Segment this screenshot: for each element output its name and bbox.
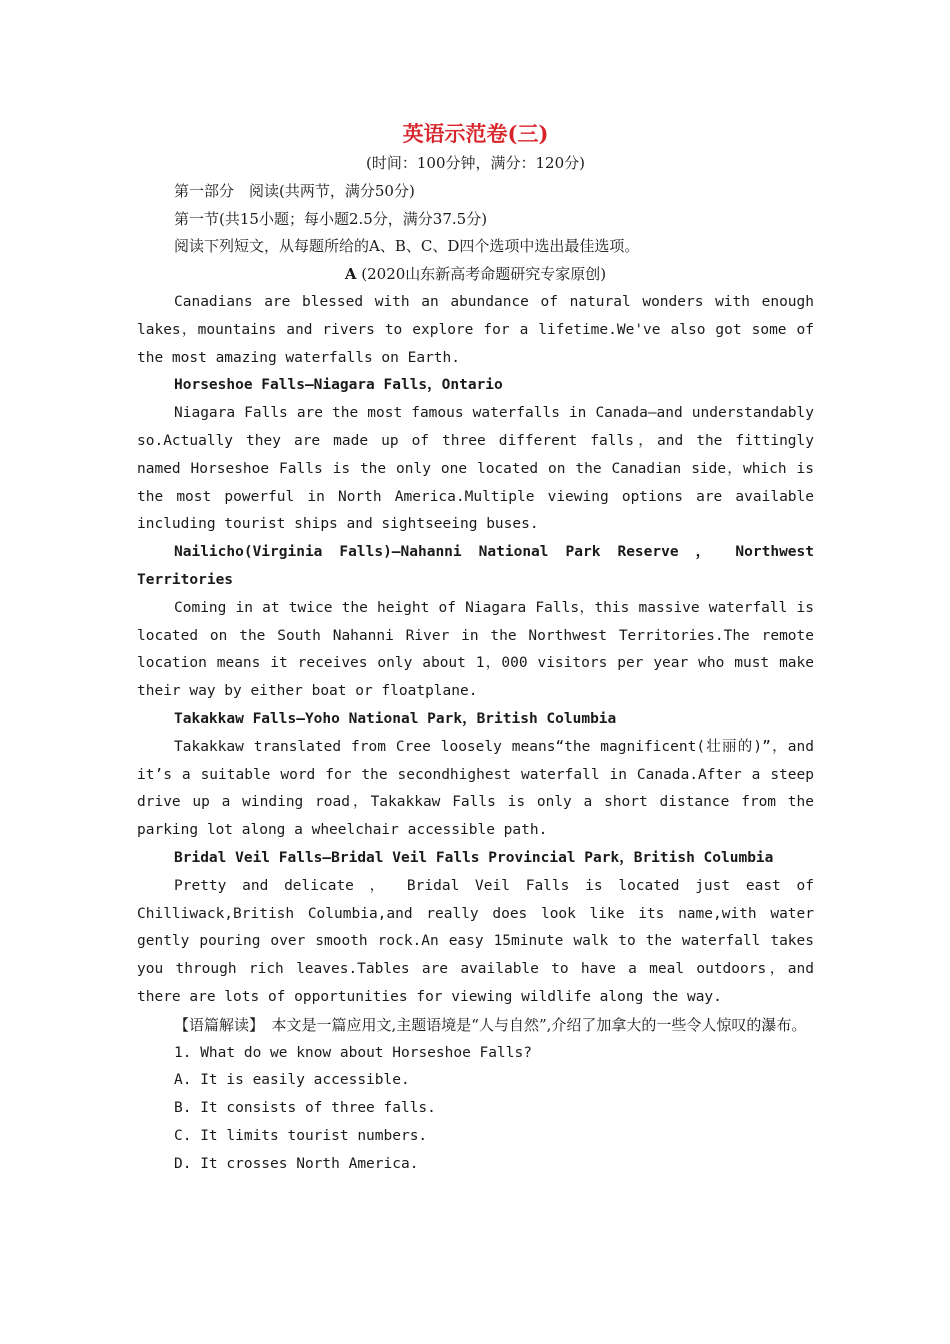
question-number: 1.: [174, 1044, 192, 1061]
option-b: B. It consists of three falls.: [174, 1100, 436, 1117]
section-2-body: Coming in at twice the height of Niagara Falls，this massive waterfall is located on the South Nahanni River in the Northwest Territories.The remote location means it receives only about 1，000 visitors per year who must make their way by either boat or floatplane.: [137, 599, 814, 700]
section-2-heading: Nailicho(Virginia Falls)—Nahanni National Park Reserve ， Northwest Territories: [137, 544, 814, 588]
analysis-label: 【语篇解读】: [174, 1015, 257, 1034]
passage-intro: Canadians are blessed with an abundance of natural wonders with enough lakes，mountains and rivers to explore for a lifetime.We've also got some of the most amazing waterfalls on Earth.: [137, 293, 814, 366]
section-1-body: Niagara Falls are the most famous waterfalls in Canada—and understandably so.Actually they are made up of three different falls，and the fittingly named Horseshoe Falls is the only one located on the Canadian side，which is the most powerful in North America.Multiple viewing options are available including tourist ships and sightseeing buses.: [137, 405, 814, 533]
document-page: [137, 118, 814, 1178]
section-4-body: Pretty and delicate ， Bridal Veil Falls is located just east of Chilliwack,British Columbia,and really does look like its name,with water gently pouring over smooth rock.An easy 15minute walk to the waterfall takes you through rich leaves.Tables are available to have a meal outdoors，and there are lots of opportunities for viewing wildlife along the way.: [137, 877, 814, 1005]
passage-source: (2020山东新高考命题研究专家原创): [361, 265, 607, 284]
section-1-heading: Horseshoe Falls—Niagara Falls，Ontario: [174, 377, 503, 394]
option-c: C. It limits tourist numbers.: [174, 1127, 428, 1144]
passage-analysis: [137, 1012, 814, 1040]
question-text: What do we know about Horseshoe Falls?: [200, 1044, 532, 1061]
analysis-text: 本文是一篇应用文,主题语境是“人与自然”,介绍了加拿大的一些令人惊叹的瀑布。: [256, 1015, 807, 1034]
passage-label: [137, 261, 814, 289]
question-stem: [137, 1040, 814, 1068]
section-3-body: Takakkaw translated from Cree loosely means“the magnificent(壮丽的)”，and it’s a suitable word for the secondhighest waterfall in Canada.After a steep drive up a winding road，Takakkaw Falls is only a short distance from the parking lot along a wheelchair accessible path.: [137, 738, 814, 839]
section-4-heading: Bridal Veil Falls—Bridal Veil Falls Provincial Park，British Columbia: [174, 849, 774, 866]
page-title: 英语示范卷(三): [402, 121, 549, 146]
time-info: (时间：100分钟，满分：120分): [366, 154, 585, 172]
section-heading: 第一节(共15小题；每小题2.5分，满分37.5分): [174, 209, 488, 228]
option-d: D. It crosses North America.: [174, 1155, 419, 1172]
passage-letter: A: [344, 265, 357, 284]
section-3-heading: Takakkaw Falls—Yoho National Park，British Columbia: [174, 710, 617, 727]
option-a: A. It is easily accessible.: [174, 1072, 410, 1089]
instruction-text: 阅读下列短文，从每题所给的A、B、C、D四个选项中选出最佳选项。: [174, 237, 640, 256]
part-heading: 第一部分 阅读(共两节，满分50分): [174, 181, 415, 200]
